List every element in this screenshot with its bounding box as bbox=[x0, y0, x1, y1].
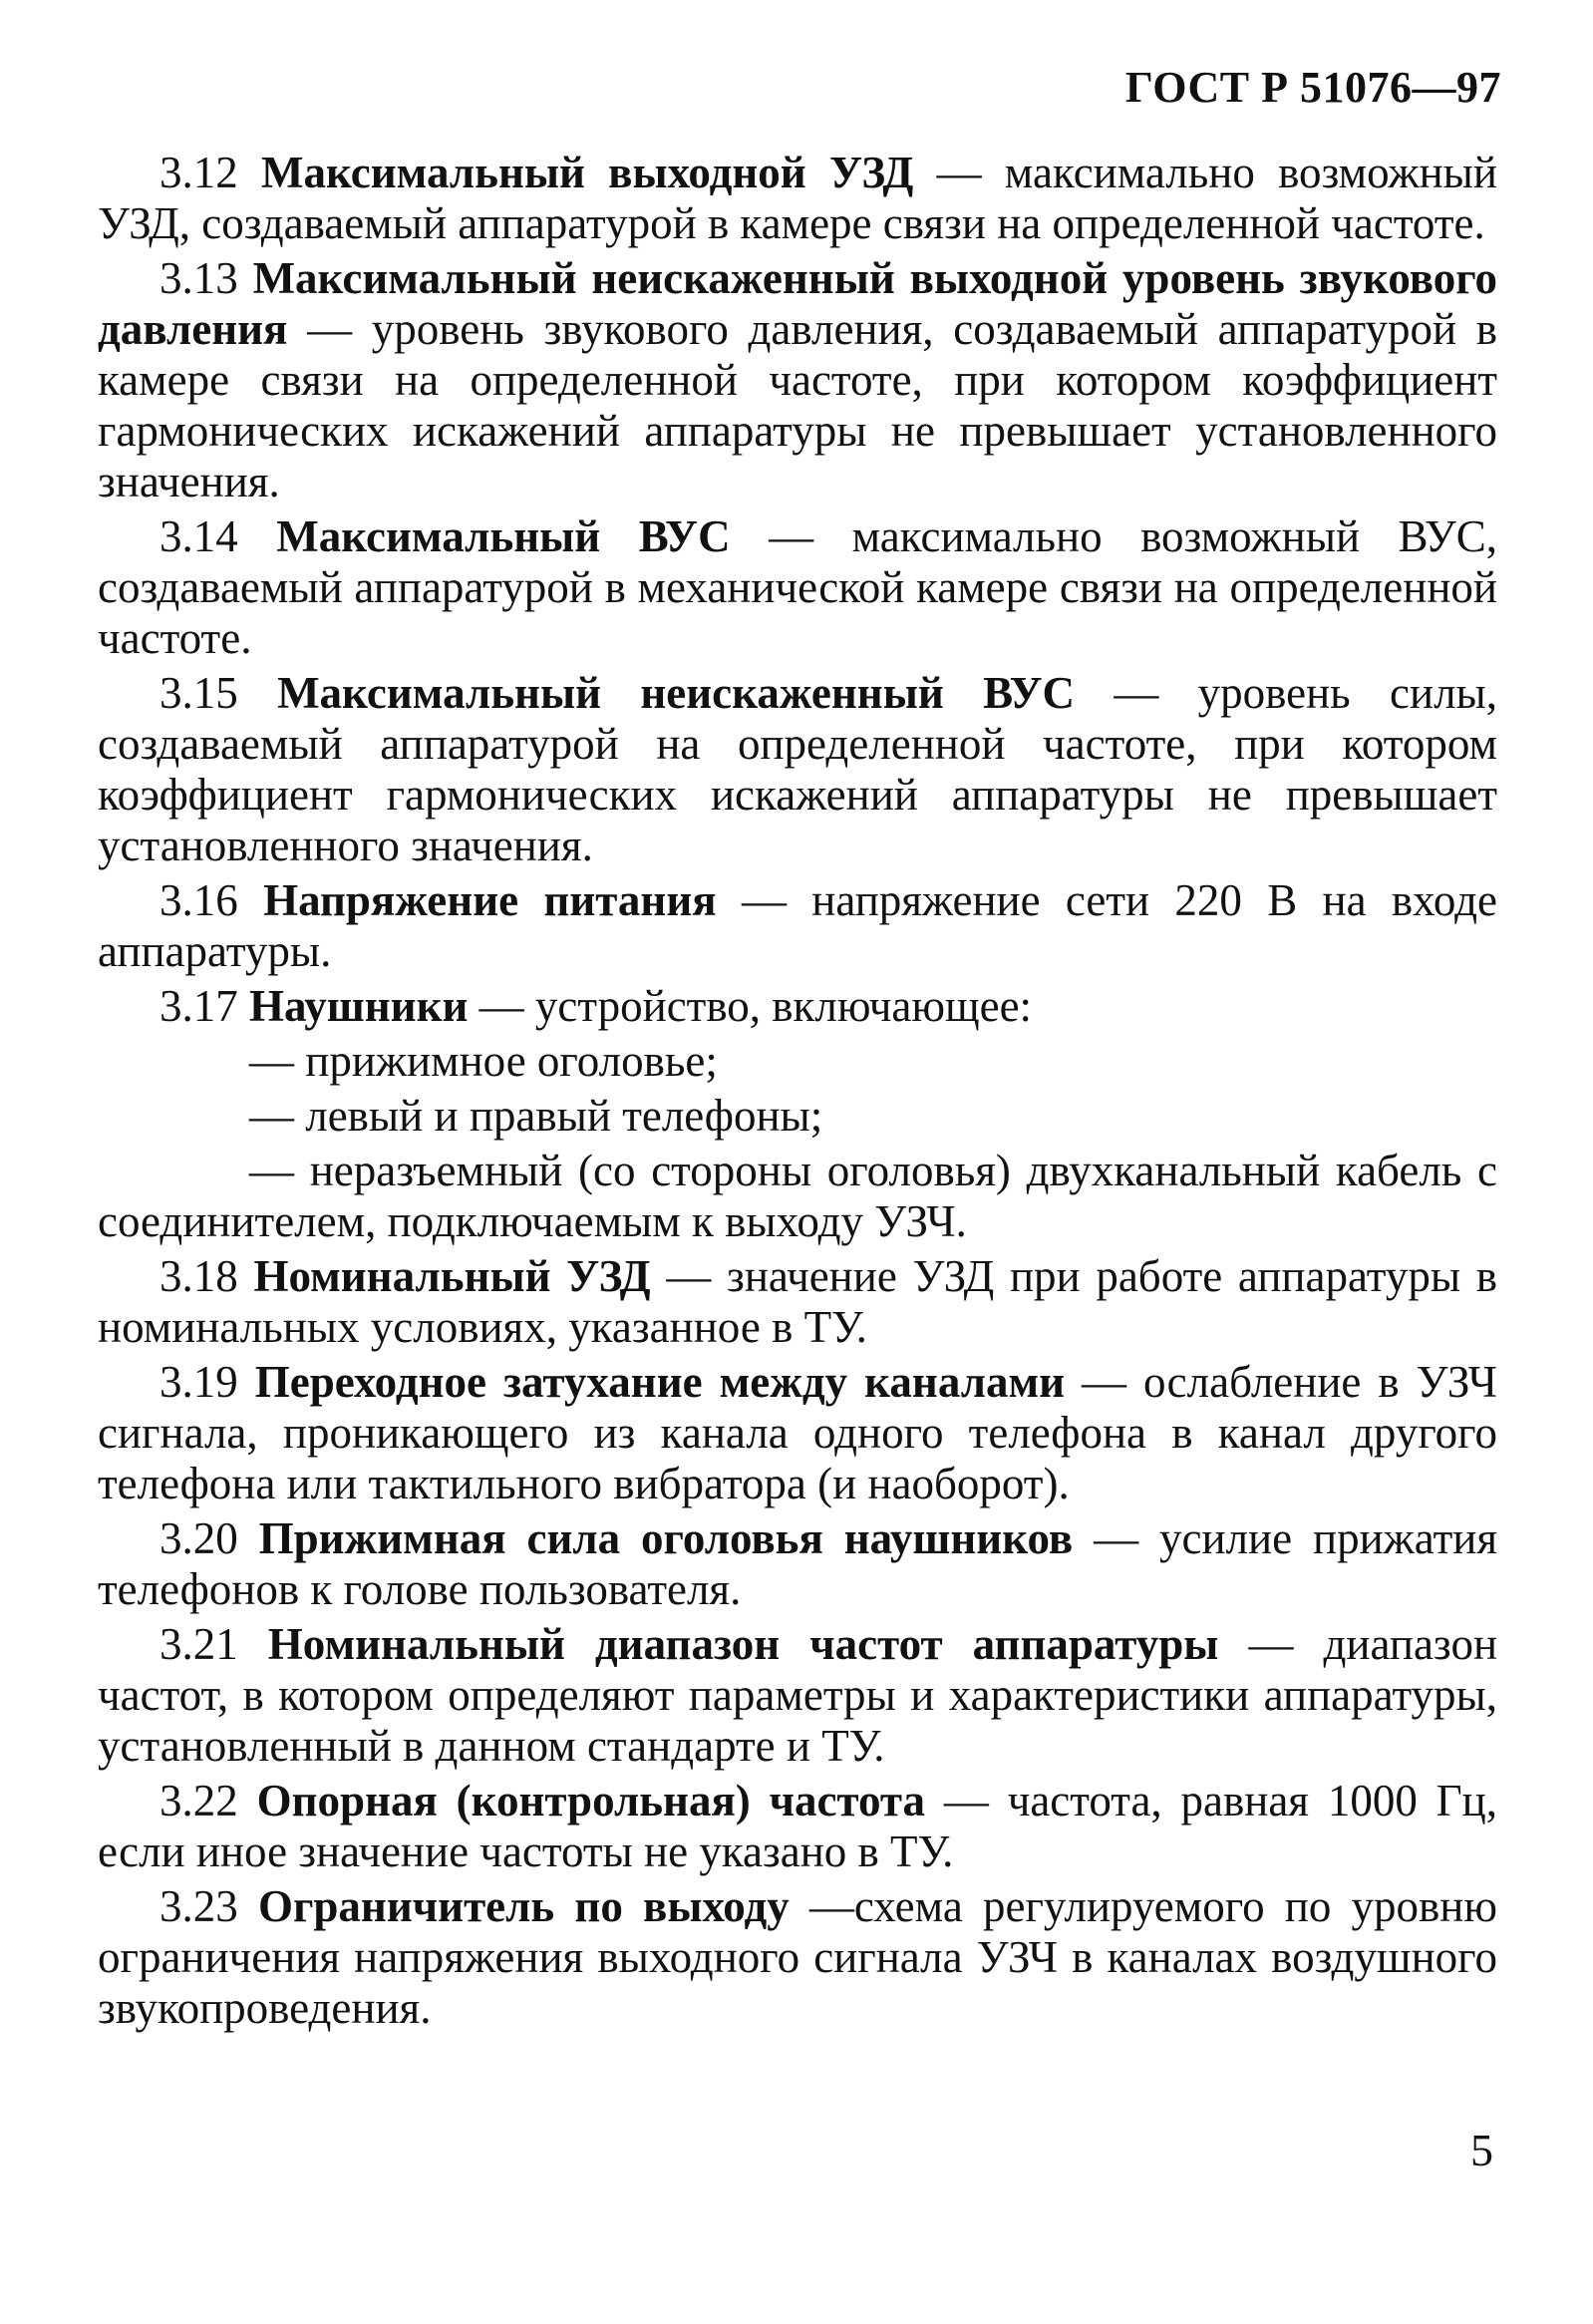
definition-text: —схема регулируемого по уровню ограничения напряжения выходного сигнала УЗЧ в каналах воздушного звукопроведения. bbox=[98, 1881, 1498, 2033]
definition-term: Максимальный ВУС bbox=[276, 511, 731, 561]
definition-number: 3.23 bbox=[159, 1881, 238, 1931]
page-number: 5 bbox=[1470, 2125, 1493, 2175]
definition-text: — усилие прижатия телефонов к голове пользователя. bbox=[98, 1513, 1498, 1614]
definition-text: — напряжение сети 220 В на входе аппаратуры. bbox=[98, 875, 1498, 976]
definition-3-15 bbox=[98, 668, 1497, 871]
definition-text: — частота, равная 1000 Гц, если иное значение частоты не указано в ТУ. bbox=[98, 1776, 1497, 1876]
definition-number: 3.12 bbox=[159, 148, 238, 197]
definition-3-22 bbox=[98, 1776, 1497, 1877]
definition-number: 3.18 bbox=[159, 1251, 238, 1301]
headphones-list-item: — неразъемный (со стороны оголовья) двухканальный кабель с соединителем, подключаемым к выходу УЗЧ. bbox=[98, 1146, 1497, 1246]
definition-number: 3.15 bbox=[159, 668, 238, 718]
definition-term: Ограничитель по выходу bbox=[257, 1881, 790, 1931]
headphones-list-item: — левый и правый телефоны; bbox=[249, 1091, 823, 1141]
definitions-section bbox=[98, 148, 1497, 2038]
definition-number: 3.21 bbox=[159, 1619, 238, 1669]
definition-number: 3.20 bbox=[159, 1513, 238, 1563]
definition-text: — уровень силы, создаваемый аппаратурой на определенной частоте, при котором коэффициент гармонических искажений аппаратуры не превышает установленного значения. bbox=[98, 668, 1498, 870]
definition-term: Опорная (контрольная) частота bbox=[256, 1776, 926, 1826]
definition-term: Прижимная сила оголовья наушников bbox=[258, 1513, 1074, 1563]
definition-number: 3.19 bbox=[159, 1357, 238, 1407]
definition-term: Номинальный УЗД bbox=[253, 1251, 651, 1301]
definition-number: 3.14 bbox=[159, 511, 238, 561]
definition-term: Номинальный диапазон частот аппаратуры bbox=[267, 1619, 1219, 1669]
definition-3-12 bbox=[98, 148, 1497, 249]
definition-term: Максимальный выходной УЗД bbox=[260, 148, 914, 197]
standard-header: ГОСТ Р 51076—97 bbox=[1124, 63, 1501, 112]
definition-term: Переходное затухание между каналами bbox=[254, 1357, 1066, 1407]
headphones-list-item: — прижимное оголовье; bbox=[249, 1036, 718, 1086]
definition-term: Максимальный неискаженный выходной уровень звукового давления bbox=[98, 253, 1498, 354]
definition-number: 3.22 bbox=[159, 1776, 238, 1826]
definition-term: Наушники bbox=[249, 981, 469, 1031]
definition-3-21 bbox=[98, 1619, 1497, 1772]
definition-term: Напряжение питания bbox=[263, 875, 717, 925]
definition-3-13 bbox=[98, 253, 1497, 507]
definition-3-18 bbox=[98, 1251, 1497, 1353]
definition-3-17 bbox=[98, 981, 1497, 1032]
definition-number: 3.17 bbox=[159, 981, 238, 1031]
definition-3-16 bbox=[98, 875, 1497, 977]
definition-3-19 bbox=[98, 1357, 1497, 1509]
definition-text: — уровень звукового давления, создаваемый аппаратурой в камере связи на определенной частоте, при котором коэффициент гармонических искажений аппаратуры не превышает установленного значения. bbox=[98, 304, 1497, 506]
definition-text: — максимально возможный УЗД, создаваемый аппаратурой в камере связи на определенной частоте. bbox=[98, 148, 1497, 248]
definition-3-20 bbox=[98, 1513, 1497, 1615]
definition-number: 3.13 bbox=[159, 253, 238, 303]
definition-text: — значение УЗД при работе аппаратуры в номинальных условиях, указанное в ТУ. bbox=[98, 1251, 1498, 1352]
definition-number: 3.16 bbox=[159, 875, 238, 925]
definition-text: — диапазон частот, в котором определяют параметры и характеристики аппаратуры, установленный в данном стандарте и ТУ. bbox=[98, 1619, 1498, 1771]
definition-3-14 bbox=[98, 511, 1497, 664]
definition-text: — устройство, включающее: bbox=[478, 981, 1033, 1031]
definition-3-23 bbox=[98, 1881, 1497, 2034]
definition-text: — максимально возможный ВУС, создаваемый аппаратурой в механической камере связи на определенной частоте. bbox=[98, 511, 1498, 663]
definition-term: Максимальный неискаженный ВУС bbox=[277, 668, 1076, 718]
definition-text: — ослабление в УЗЧ сигнала, проникающего из канала одного телефона в канал другого телефона или тактильного вибратора (и наоборот). bbox=[98, 1357, 1497, 1508]
